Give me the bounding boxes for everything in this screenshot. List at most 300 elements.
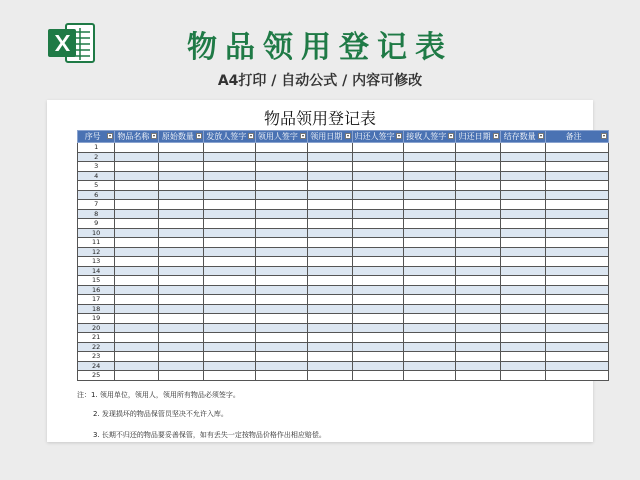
column-header[interactable] — [352, 131, 404, 143]
table-cell[interactable] — [115, 152, 159, 162]
table-cell[interactable] — [352, 181, 404, 191]
table-cell[interactable] — [501, 276, 546, 286]
table-cell[interactable] — [204, 228, 256, 238]
table-cell[interactable] — [256, 371, 308, 381]
table-cell[interactable] — [204, 333, 256, 343]
table-cell[interactable] — [546, 342, 609, 352]
table-row — [78, 181, 609, 191]
table-row — [78, 247, 609, 257]
table-cell[interactable] — [456, 247, 501, 257]
table-cell[interactable] — [546, 323, 609, 333]
table-cell[interactable] — [546, 276, 609, 286]
table-cell[interactable] — [159, 342, 204, 352]
filter-dropdown-icon[interactable] — [345, 133, 351, 139]
table-cell[interactable] — [159, 190, 204, 200]
table-cell[interactable] — [256, 323, 308, 333]
table-cell[interactable] — [404, 371, 456, 381]
table-cell[interactable] — [352, 219, 404, 229]
table-cell[interactable] — [159, 371, 204, 381]
table-cell[interactable] — [501, 200, 546, 210]
column-header[interactable] — [159, 131, 204, 143]
column-header[interactable] — [501, 131, 546, 143]
table-cell[interactable] — [204, 209, 256, 219]
row-number-cell: 4 — [78, 171, 115, 181]
row-number-cell: 9 — [78, 219, 115, 229]
filter-dropdown-icon[interactable] — [538, 133, 544, 139]
table-cell[interactable] — [115, 276, 159, 286]
page-title: 物品领用登记表 — [187, 30, 453, 65]
table-cell[interactable] — [115, 323, 159, 333]
column-header[interactable] — [256, 131, 308, 143]
table-cell[interactable] — [307, 152, 352, 162]
table-cell[interactable] — [404, 333, 456, 343]
filter-dropdown-icon[interactable] — [151, 133, 157, 139]
table-cell[interactable] — [404, 228, 456, 238]
table-cell[interactable] — [115, 285, 159, 295]
table-cell[interactable] — [204, 238, 256, 248]
table-cell[interactable] — [501, 361, 546, 371]
table-cell[interactable] — [256, 276, 308, 286]
table-cell[interactable] — [352, 323, 404, 333]
table-cell[interactable] — [501, 257, 546, 267]
table-cell[interactable] — [115, 333, 159, 343]
row-number-cell: 6 — [78, 190, 115, 200]
table-cell[interactable] — [352, 314, 404, 324]
table-cell[interactable] — [159, 171, 204, 181]
table-cell[interactable] — [546, 171, 609, 181]
table-cell[interactable] — [256, 266, 308, 276]
table-cell[interactable] — [456, 257, 501, 267]
table-cell[interactable] — [546, 162, 609, 172]
table-cell[interactable] — [204, 143, 256, 153]
table-cell[interactable] — [256, 352, 308, 362]
table-cell[interactable] — [404, 257, 456, 267]
table-cell[interactable] — [456, 238, 501, 248]
table-cell[interactable] — [352, 371, 404, 381]
table-cell[interactable] — [352, 171, 404, 181]
table-row — [78, 200, 609, 210]
table-cell[interactable] — [352, 342, 404, 352]
table-cell[interactable] — [256, 209, 308, 219]
column-header-label: 物品名称 — [117, 132, 150, 141]
table-cell[interactable] — [546, 333, 609, 343]
filter-dropdown-icon[interactable] — [248, 133, 254, 139]
column-header-label: 序号 — [84, 132, 101, 141]
table-cell[interactable] — [546, 200, 609, 210]
table-cell[interactable] — [352, 152, 404, 162]
table-cell[interactable] — [159, 200, 204, 210]
table-cell[interactable] — [204, 361, 256, 371]
table-cell[interactable] — [256, 247, 308, 257]
table-cell[interactable] — [159, 352, 204, 362]
table-cell[interactable] — [159, 314, 204, 324]
table-cell[interactable] — [501, 314, 546, 324]
table-row — [78, 238, 609, 248]
table-cell[interactable] — [456, 190, 501, 200]
table-cell[interactable] — [501, 295, 546, 305]
table-cell[interactable] — [159, 181, 204, 191]
table-cell[interactable] — [307, 190, 352, 200]
column-header-label: 领用人签字 — [257, 132, 298, 141]
table-cell[interactable] — [501, 209, 546, 219]
table-cell[interactable] — [501, 304, 546, 314]
table-cell[interactable] — [204, 190, 256, 200]
page-subtitle: A4打印 / 自动公式 / 内容可修改 — [217, 73, 423, 89]
table-cell[interactable] — [159, 323, 204, 333]
table-cell[interactable] — [115, 361, 159, 371]
table-cell[interactable] — [456, 333, 501, 343]
table-cell[interactable] — [456, 314, 501, 324]
table-cell[interactable] — [352, 266, 404, 276]
table-cell[interactable] — [456, 228, 501, 238]
table-cell[interactable] — [404, 171, 456, 181]
table-cell[interactable] — [546, 266, 609, 276]
table-cell[interactable] — [115, 295, 159, 305]
row-number-cell: 22 — [78, 342, 115, 352]
table-cell[interactable] — [256, 228, 308, 238]
table-cell[interactable] — [115, 162, 159, 172]
table-cell[interactable] — [159, 143, 204, 153]
table-cell[interactable] — [256, 190, 308, 200]
table-cell[interactable] — [204, 352, 256, 362]
table-cell[interactable] — [352, 257, 404, 267]
table-cell[interactable] — [404, 352, 456, 362]
table-cell[interactable] — [456, 295, 501, 305]
table-cell[interactable] — [204, 323, 256, 333]
table-cell[interactable] — [546, 295, 609, 305]
table-cell[interactable] — [307, 333, 352, 343]
table-cell[interactable] — [546, 371, 609, 381]
table-cell[interactable] — [204, 314, 256, 324]
table-cell[interactable] — [404, 247, 456, 257]
table-cell[interactable] — [307, 238, 352, 248]
table-cell[interactable] — [204, 181, 256, 191]
row-number-cell: 19 — [78, 314, 115, 324]
table-cell[interactable] — [456, 152, 501, 162]
sheet-title: 物品领用登记表 — [263, 109, 376, 128]
column-header-label: 原始数量 — [161, 132, 194, 141]
table-cell[interactable] — [501, 190, 546, 200]
table-cell[interactable] — [159, 152, 204, 162]
table-row — [78, 342, 609, 352]
table-cell[interactable] — [204, 162, 256, 172]
column-header[interactable] — [546, 131, 609, 143]
table-cell[interactable] — [204, 304, 256, 314]
table-cell[interactable] — [404, 276, 456, 286]
filter-dropdown-icon[interactable] — [448, 133, 454, 139]
table-cell[interactable] — [159, 162, 204, 172]
table-cell[interactable] — [352, 333, 404, 343]
table-cell[interactable] — [456, 266, 501, 276]
table-cell[interactable] — [352, 247, 404, 257]
column-header[interactable] — [204, 131, 256, 143]
table-cell[interactable] — [546, 181, 609, 191]
table-cell[interactable] — [204, 285, 256, 295]
filter-dropdown-icon[interactable] — [493, 133, 499, 139]
table-cell[interactable] — [501, 238, 546, 248]
table-cell[interactable] — [352, 285, 404, 295]
table-cell[interactable] — [352, 361, 404, 371]
table-cell[interactable] — [501, 228, 546, 238]
table-cell[interactable] — [159, 276, 204, 286]
table-cell[interactable] — [159, 238, 204, 248]
table-cell[interactable] — [159, 219, 204, 229]
table-cell[interactable] — [501, 323, 546, 333]
table-cell[interactable] — [204, 219, 256, 229]
table-cell[interactable] — [352, 162, 404, 172]
table-cell[interactable] — [352, 228, 404, 238]
table-cell[interactable] — [256, 181, 308, 191]
table-row — [78, 162, 609, 172]
table-cell[interactable] — [456, 162, 501, 172]
filter-dropdown-icon[interactable] — [196, 133, 202, 139]
table-cell[interactable] — [546, 314, 609, 324]
table-cell[interactable] — [546, 190, 609, 200]
table-cell[interactable] — [404, 209, 456, 219]
table-cell[interactable] — [307, 323, 352, 333]
table-cell[interactable] — [256, 361, 308, 371]
table-cell[interactable] — [501, 266, 546, 276]
column-header[interactable] — [456, 131, 501, 143]
table-cell[interactable] — [204, 171, 256, 181]
row-number-cell: 1 — [78, 143, 115, 153]
column-header[interactable] — [307, 131, 352, 143]
table-cell[interactable] — [115, 228, 159, 238]
table-cell[interactable] — [456, 143, 501, 153]
column-header[interactable] — [78, 131, 115, 143]
table-cell[interactable] — [307, 228, 352, 238]
table-cell[interactable] — [456, 361, 501, 371]
table-cell[interactable] — [159, 209, 204, 219]
table-cell[interactable] — [404, 181, 456, 191]
table-row — [78, 333, 609, 343]
table-cell[interactable] — [352, 200, 404, 210]
table-cell[interactable] — [352, 352, 404, 362]
table-cell[interactable] — [115, 190, 159, 200]
table-cell[interactable] — [204, 371, 256, 381]
table-cell[interactable] — [204, 295, 256, 305]
table-cell[interactable] — [307, 285, 352, 295]
table-cell[interactable] — [352, 209, 404, 219]
table-cell[interactable] — [404, 304, 456, 314]
filter-dropdown-icon[interactable] — [601, 133, 607, 139]
table-cell[interactable] — [307, 162, 352, 172]
table-cell[interactable] — [115, 371, 159, 381]
row-number-cell: 5 — [78, 181, 115, 191]
table-cell[interactable] — [404, 295, 456, 305]
table-cell[interactable] — [307, 361, 352, 371]
filter-dropdown-icon[interactable] — [300, 133, 306, 139]
table-cell[interactable] — [307, 371, 352, 381]
table-cell[interactable] — [256, 257, 308, 267]
column-header[interactable] — [115, 131, 159, 143]
table-cell[interactable] — [546, 304, 609, 314]
table-cell[interactable] — [204, 342, 256, 352]
table-cell[interactable] — [115, 247, 159, 257]
table-cell[interactable] — [256, 304, 308, 314]
table-cell[interactable] — [159, 257, 204, 267]
table-cell[interactable] — [307, 143, 352, 153]
table-cell[interactable] — [256, 285, 308, 295]
table-cell[interactable] — [501, 181, 546, 191]
table-cell[interactable] — [307, 314, 352, 324]
table-cell[interactable] — [456, 181, 501, 191]
table-cell[interactable] — [501, 152, 546, 162]
table-cell[interactable] — [256, 295, 308, 305]
table-cell[interactable] — [159, 295, 204, 305]
column-header[interactable] — [404, 131, 456, 143]
table-cell[interactable] — [352, 276, 404, 286]
table-cell[interactable] — [115, 219, 159, 229]
table-cell[interactable] — [546, 228, 609, 238]
table-cell[interactable] — [404, 314, 456, 324]
table-cell[interactable] — [307, 257, 352, 267]
table-cell[interactable] — [256, 171, 308, 181]
table-cell[interactable] — [159, 304, 204, 314]
table-cell[interactable] — [159, 228, 204, 238]
table-cell[interactable] — [501, 247, 546, 257]
table-cell[interactable] — [256, 333, 308, 343]
row-number-cell: 12 — [78, 247, 115, 257]
table-cell[interactable] — [115, 238, 159, 248]
table-cell[interactable] — [256, 219, 308, 229]
table-cell[interactable] — [404, 200, 456, 210]
table-cell[interactable] — [501, 285, 546, 295]
table-cell[interactable] — [352, 143, 404, 153]
table-cell[interactable] — [404, 342, 456, 352]
note-line: 2. 发现损坏的物品保管员坚决不允许入库。 — [93, 410, 228, 418]
table-row — [78, 152, 609, 162]
table-cell[interactable] — [546, 152, 609, 162]
table-cell[interactable] — [307, 200, 352, 210]
table-cell[interactable] — [546, 352, 609, 362]
table-cell[interactable] — [456, 276, 501, 286]
table-cell[interactable] — [546, 238, 609, 248]
table-cell[interactable] — [456, 285, 501, 295]
table-cell[interactable] — [456, 200, 501, 210]
table-row — [78, 190, 609, 200]
table-cell[interactable] — [204, 276, 256, 286]
table-cell[interactable] — [115, 257, 159, 267]
table-cell[interactable] — [456, 352, 501, 362]
table-cell[interactable] — [501, 143, 546, 153]
table-cell[interactable] — [546, 247, 609, 257]
table-cell[interactable] — [204, 200, 256, 210]
filter-dropdown-icon[interactable] — [107, 133, 113, 139]
table-cell[interactable] — [546, 209, 609, 219]
table-cell[interactable] — [204, 152, 256, 162]
table-cell[interactable] — [546, 219, 609, 229]
table-cell[interactable] — [501, 342, 546, 352]
table-cell[interactable] — [546, 361, 609, 371]
table-cell[interactable] — [307, 209, 352, 219]
table-cell[interactable] — [546, 143, 609, 153]
table-cell[interactable] — [256, 342, 308, 352]
column-header-label: 归还人签字 — [354, 132, 395, 141]
table-cell[interactable] — [404, 361, 456, 371]
table-cell[interactable] — [456, 304, 501, 314]
table-cell[interactable] — [307, 304, 352, 314]
table-cell[interactable] — [456, 342, 501, 352]
table-cell[interactable] — [456, 219, 501, 229]
table-cell[interactable] — [546, 257, 609, 267]
table-cell[interactable] — [404, 219, 456, 229]
table-cell[interactable] — [404, 285, 456, 295]
table-cell[interactable] — [115, 143, 159, 153]
table-cell[interactable] — [256, 143, 308, 153]
table-cell[interactable] — [501, 171, 546, 181]
row-number-cell: 3 — [78, 162, 115, 172]
table-cell[interactable] — [404, 162, 456, 172]
table-cell[interactable] — [456, 171, 501, 181]
table-cell[interactable] — [115, 304, 159, 314]
table-cell[interactable] — [404, 190, 456, 200]
table-cell[interactable] — [501, 162, 546, 172]
table-cell[interactable] — [307, 352, 352, 362]
table-cell[interactable] — [352, 304, 404, 314]
table-cell[interactable] — [115, 342, 159, 352]
table-cell[interactable] — [307, 181, 352, 191]
table-cell[interactable] — [404, 266, 456, 276]
table-cell[interactable] — [307, 266, 352, 276]
table-cell[interactable] — [115, 181, 159, 191]
table-cell[interactable] — [115, 171, 159, 181]
table-cell[interactable] — [501, 333, 546, 343]
table-cell[interactable] — [256, 152, 308, 162]
table-cell[interactable] — [115, 314, 159, 324]
table-cell[interactable] — [256, 314, 308, 324]
table-cell[interactable] — [501, 371, 546, 381]
table-cell[interactable] — [159, 333, 204, 343]
table-cell[interactable] — [404, 143, 456, 153]
table-cell[interactable] — [352, 190, 404, 200]
table-cell[interactable] — [352, 295, 404, 305]
table-cell[interactable] — [456, 371, 501, 381]
table-cell[interactable] — [307, 342, 352, 352]
table-cell[interactable] — [501, 352, 546, 362]
table-cell[interactable] — [546, 285, 609, 295]
table-cell[interactable] — [456, 209, 501, 219]
table-cell[interactable] — [352, 238, 404, 248]
table-cell[interactable] — [307, 219, 352, 229]
table-cell[interactable] — [204, 257, 256, 267]
table-cell[interactable] — [456, 323, 501, 333]
table-cell[interactable] — [307, 171, 352, 181]
table-cell[interactable] — [159, 247, 204, 257]
table-cell[interactable] — [307, 295, 352, 305]
table-cell[interactable] — [404, 238, 456, 248]
table-cell[interactable] — [404, 152, 456, 162]
table-cell[interactable] — [501, 219, 546, 229]
table-cell[interactable] — [204, 266, 256, 276]
table-row — [78, 295, 609, 305]
table-cell[interactable] — [115, 209, 159, 219]
table-cell[interactable] — [159, 285, 204, 295]
table-cell[interactable] — [404, 323, 456, 333]
table-cell[interactable] — [115, 352, 159, 362]
table-cell[interactable] — [256, 162, 308, 172]
filter-dropdown-icon[interactable] — [396, 133, 402, 139]
table-cell[interactable] — [307, 276, 352, 286]
table-cell[interactable] — [307, 247, 352, 257]
table-cell[interactable] — [159, 266, 204, 276]
table-cell[interactable] — [204, 247, 256, 257]
table-cell[interactable] — [159, 361, 204, 371]
table-cell[interactable] — [256, 200, 308, 210]
table-cell[interactable] — [256, 238, 308, 248]
table-cell[interactable] — [115, 266, 159, 276]
table-cell[interactable] — [115, 200, 159, 210]
